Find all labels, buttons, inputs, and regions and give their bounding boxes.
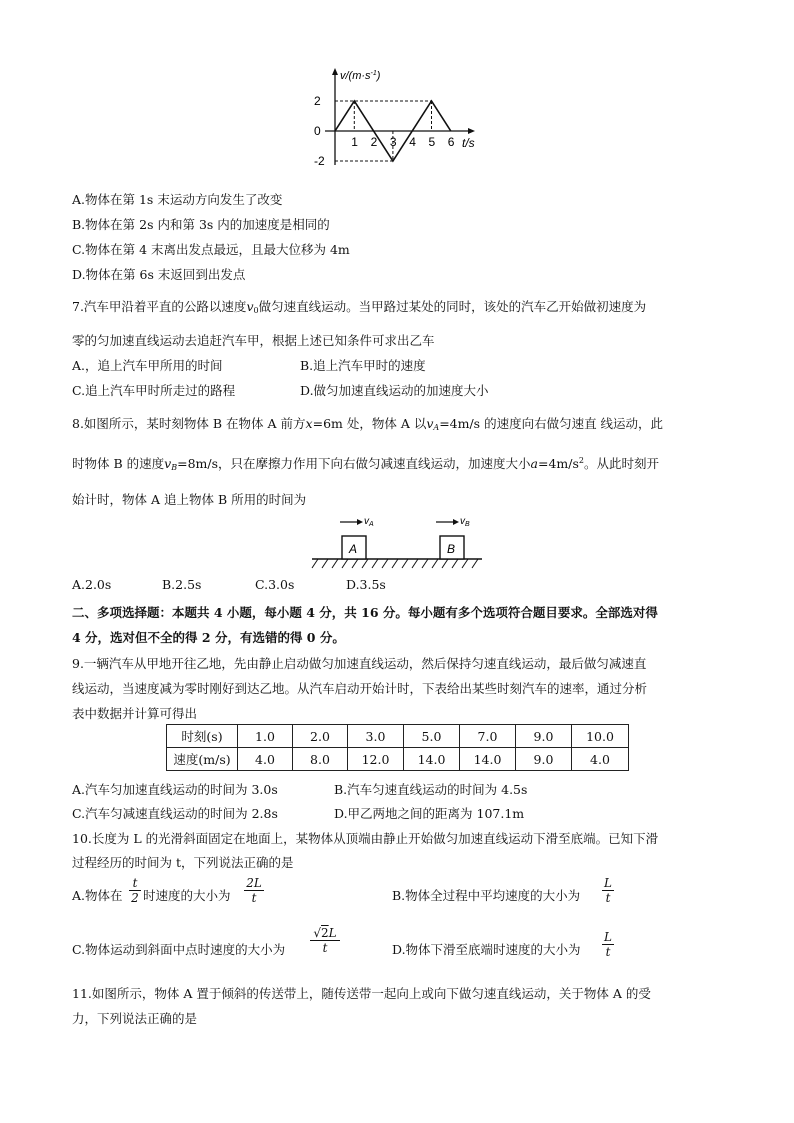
q9-option-d: D.甲乙两地之间的距离为 107.1m (334, 806, 525, 821)
table-cell: 3.0 (348, 725, 404, 748)
speed-table (166, 724, 629, 771)
q6-option-b: B.物体在第 2s 内和第 3s 内的加速度是相同的 (72, 217, 330, 232)
q6-option-a: A.物体在第 1s 末运动方向发生了改变 (72, 192, 283, 207)
fraction-2l-over-t: $\frac{2L}{t}$ (244, 876, 264, 905)
x-axis-label: t/s (462, 136, 475, 150)
svg-text:B: B (447, 542, 456, 556)
section2-heading-line2: 4 分，选对但不全的得 2 分，有选错的得 0 分。 (72, 630, 345, 645)
svg-text:vA: $v_A$ (364, 516, 374, 528)
q9-stem-line2: 线运动，当速度减为零时刚好到达乙地。从汽车启动开始计时，下表给出某些时刻汽车的速率，通过分析 (72, 681, 648, 696)
table-cell: 7.0 (460, 725, 516, 748)
fraction-t-over-2: $\frac{t}{2}$ (129, 876, 141, 905)
table-cell: 4.0 (238, 748, 293, 771)
fraction-root2l-over-t: $\frac{√2L}{t}$ (310, 926, 340, 955)
arrow-right-icon (340, 519, 363, 525)
table-cell: 9.0 (516, 725, 572, 748)
table-header-cell: 时刻(s) (167, 725, 238, 748)
arrow-right-icon (436, 519, 459, 525)
q9-stem-line1: 9.一辆汽车从甲地开往乙地，先由静止启动做匀加速直线运动，然后保持匀速直线运动，最后做匀减速直 (72, 656, 647, 671)
table-cell: 2.0 (293, 725, 348, 748)
q9-option-a: A.汽车匀加速直线运动的时间为 3.0s (72, 782, 278, 797)
q10-stem-line2: 过程经历的时间为 t，下列说法正确的是 (72, 855, 294, 870)
q7-option-d: D.做匀加速直线运动的加速度大小 (300, 383, 489, 398)
q8-stem-line2: 时物体 B 的速度$v_B=8m/s$，只在摩擦力作用下向右做匀减速直线运动，加速度大小$a=4m/s^2$。从此时刻开 (72, 456, 659, 472)
table-cell: 10.0 (572, 725, 629, 748)
q9-option-c: C.汽车匀减速直线运动的时间为 2.8s (72, 806, 278, 821)
q11-stem-line1: 11.如图所示，物体 A 置于倾斜的传送带上，随传送带一起向上或向下做匀速直线运动，关于物体 A 的受 (72, 986, 651, 1001)
q10-stem-line1: 10.长度为 L 的光滑斜面固定在地面上，某物体从顶端由静止开始做匀加速直线运动下滑至底端。已知下滑 (72, 831, 659, 846)
q10-option-a-mid: 时速度的大小为 (143, 888, 231, 903)
x-tick-label: 4 (409, 135, 416, 149)
fraction-l-over-t: $\frac{L}{t}$ (602, 930, 614, 959)
q9-option-b: B.汽车匀速直线运动的时间为 4.5s (334, 782, 528, 797)
q11-stem-line2: 力，下列说法正确的是 (72, 1011, 198, 1026)
section2-heading-line1: 二、多项选择题：本题共 4 小题，每小题 4 分，共 16 分。每小题有多个选项符合题目要求。全部选对得 (72, 605, 658, 620)
table-cell: 14.0 (460, 748, 516, 771)
table-cell: 9.0 (516, 748, 572, 771)
q10-option-b: B.物体全过程中平均速度的大小为 (392, 888, 581, 903)
q10-option-a: A.物体在 (72, 888, 123, 903)
q6-option-d: D.物体在第 6s 末返回到出发点 (72, 267, 246, 282)
x-tick-label: 5 (428, 135, 436, 149)
x-tick-label: 1 (351, 135, 358, 149)
y-tick-label: 2 (314, 94, 321, 108)
q7-option-b: B.追上汽车甲时的速度 (300, 358, 426, 373)
q7-option-c: C.追上汽车甲时所走过的路程 (72, 383, 236, 398)
table-cell: 1.0 (238, 725, 293, 748)
q8-stem-line1: 8.如图所示，某时刻物体 B 在物体 A 前方x=6m 处，物体 A 以$v_A=4m/s$ 的速度向右做匀速直 线运动，此 (72, 416, 664, 432)
table-header-cell: 速度(m/s) (167, 748, 238, 771)
q7-option-a: A.，追上汽车甲所用的时间 (72, 358, 223, 373)
q6-option-c: C.物体在第 4 末离出发点最远，且最大位移为 4m (72, 242, 350, 257)
q8-option-a: A.2.0s (72, 577, 112, 592)
q7-stem-line2: 零的匀加速直线运动去追赶汽车甲，根据上述已知条件可求出乙车 (72, 333, 435, 348)
x-tick-label: 2 (370, 135, 378, 149)
table-cell: 5.0 (404, 725, 460, 748)
y-tick-label: -2 (314, 154, 325, 168)
q7-stem-line1: 7.汽车甲沿着平直的公路以速度$v_0$做匀速直线运动。当甲路过某处的同时，该处的汽车乙开始做初速度为 (72, 299, 647, 315)
x-tick-label: 6 (447, 135, 455, 149)
q8-option-b: B.2.5s (162, 577, 202, 592)
table-row (167, 725, 629, 748)
table-cell: 14.0 (404, 748, 460, 771)
table-cell: 8.0 (293, 748, 348, 771)
svg-text:A: A (349, 542, 358, 556)
x-tick-label: 3 (389, 135, 397, 149)
q8-option-c: C.3.0s (255, 577, 295, 592)
q8-stem-line3: 始计时，物体 A 追上物体 B 所用的时间为 (72, 492, 307, 507)
y-axis-label: $v/(m\cdot s^{-1})$ (340, 70, 381, 82)
q8-option-d: D.3.5s (346, 577, 386, 592)
q10-option-c: C.物体运动到斜面中点时速度的大小为 (72, 942, 286, 957)
q9-stem-line3: 表中数据并计算可得出 (72, 706, 198, 721)
fraction-l-over-t: $\frac{L}{t}$ (602, 876, 614, 905)
y-tick-label: 0 (314, 124, 321, 138)
velocity-time-graph (300, 62, 500, 172)
table-row (167, 748, 629, 771)
svg-text:vB: $v_B$ (460, 516, 470, 528)
q10-option-d: D.物体下滑至底端时速度的大小为 (392, 942, 581, 957)
blocks-figure (310, 512, 490, 574)
table-cell: 4.0 (572, 748, 629, 771)
table-cell: 12.0 (348, 748, 404, 771)
